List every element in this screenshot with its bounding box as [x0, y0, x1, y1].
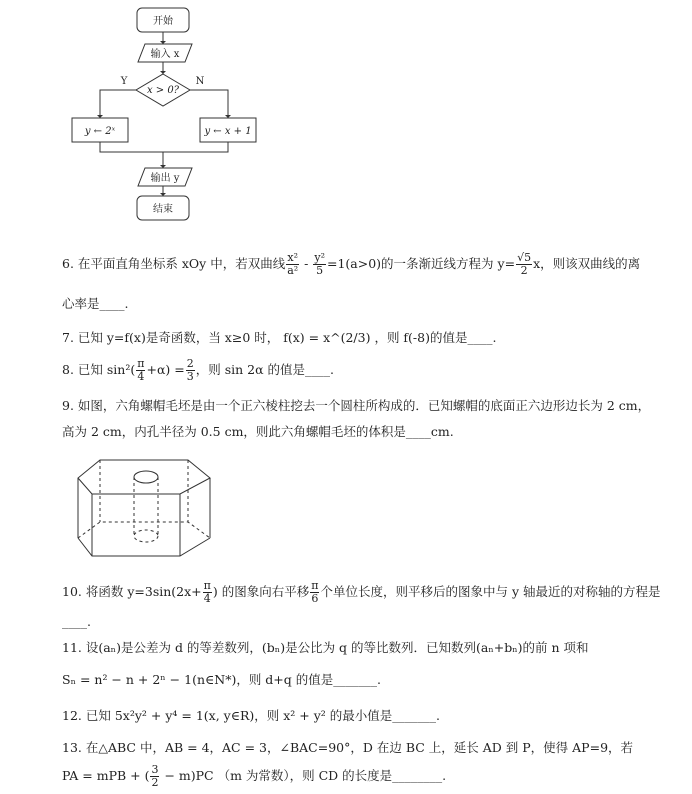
question-9-line1: 9. 如图，六角螺帽毛坯是由一个正六棱柱挖去一个圆柱所构成的．已知螺帽的底面正六边形边长为 2 cm，: [62, 398, 651, 413]
question-8: 8. 已知 sin²( $\frac{\pi}{4}$ +α) = $\frac{2}{3}$ ，则 sin 2α 的值是____.: [62, 357, 334, 383]
question-13-line1: 13. 在△ABC 中，AB = 4，AC = 3，∠BAC=90°，D 在边 BC 上，延长 AD 到 P，使得 AP=9，若: [62, 740, 634, 755]
question-6: 6. 在平面直角坐标系 xOy 中，若双曲线 $\frac{\text{x²}}{\text{a²}}$ - $\frac{\text{y²}}{5}$ =1(a>0)的一条渐近线方程为 y= $\frac{√5}{2}$ x，则该双曲线的离: [62, 251, 641, 277]
flowchart-no-label: N: [195, 76, 205, 87]
question-12: 12. 已知 5x²y² + y⁴ = 1(x, y∈R)，则 x² + y² 的最小值是_______.: [62, 708, 440, 723]
question-11-line1: 11. 设(aₙ)是公差为 d 的等差数列，(bₙ)是公比为 q 的等比数列．已知数列(aₙ+bₙ)的前 n 项和: [62, 640, 589, 655]
flowchart-input-label: 输入 x: [150, 49, 180, 60]
flowchart-right-label: y ← x + 1: [204, 126, 252, 137]
question-10-line2: ____.: [62, 614, 91, 629]
flowchart-condition-label: x > 0?: [146, 85, 180, 96]
question-13-line2: PA = mPB + ( $\frac{3}{2}$ − m)PC （m 为常数），则 CD 的长度是________.: [62, 763, 447, 789]
flowchart-left-label: y ← 2ˣ: [84, 126, 116, 137]
question-10: 10. 将函数 y=3sin(2x+ $\frac{\pi}{4}$ ) 的图象向右平移 $\frac{\pi}{6}$ 个单位长度，则平移后的图象中与 y 轴最近的对称轴的方程是: [62, 579, 661, 605]
hex-nut-figure: [70, 448, 230, 568]
flowchart-start-label: 开始: [153, 16, 173, 27]
question-11-line2: Sₙ = n² − n + 2ⁿ − 1(n∈N*)，则 d+q 的值是_______.: [62, 672, 381, 687]
flowchart: [0, 0, 692, 240]
question-7: 7. 已知 y=f(x)是奇函数，当 x≥0 时， f(x) = x^(2/3) ，则 f(-8)的值是____.: [62, 330, 497, 345]
question-6-line2: 心率是____.: [62, 296, 129, 311]
flowchart-yes-label: Y: [120, 76, 128, 87]
question-9-line2: 高为 2 cm，内孔半径为 0.5 cm，则此六角螺帽毛坯的体积是____cm.: [62, 424, 454, 439]
flowchart-end-label: 结束: [153, 204, 173, 215]
flowchart-output-label: 输出 y: [150, 173, 180, 184]
